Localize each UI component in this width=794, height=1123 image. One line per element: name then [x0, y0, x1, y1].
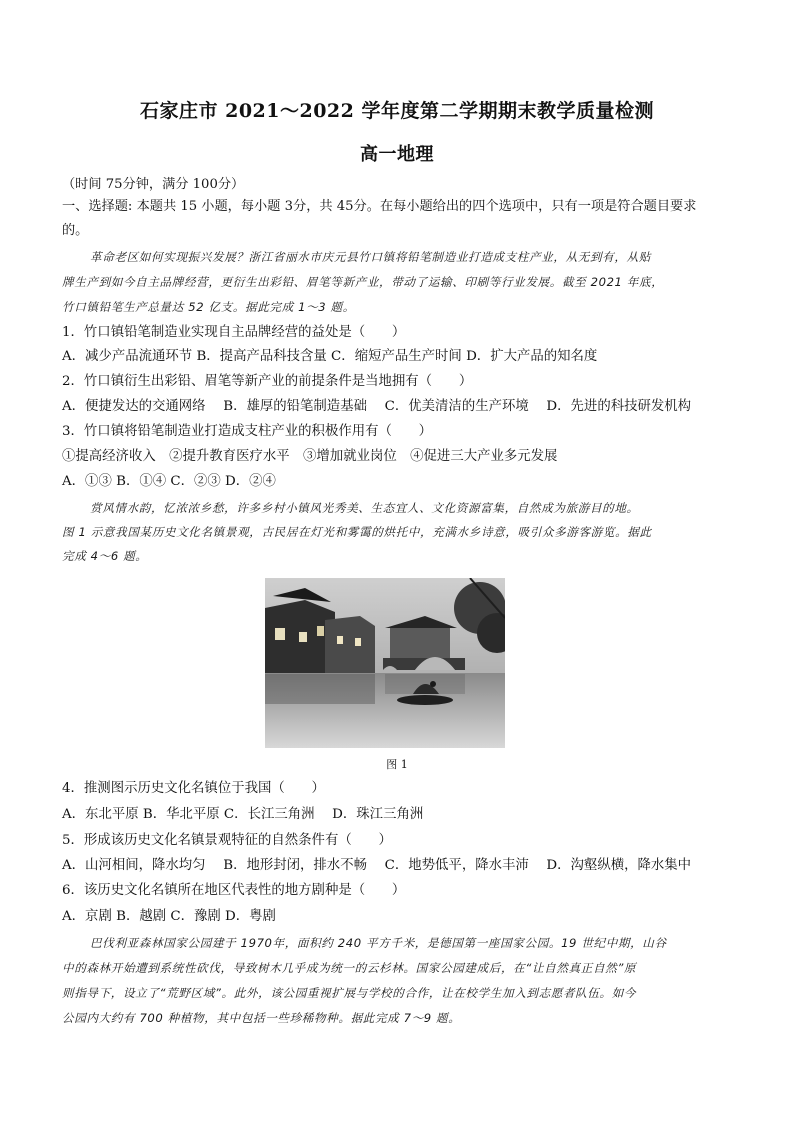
- passage1-line: 牌生产到如今自主品牌经营，更衍生出彩铅、眉笔等新产业，带动了运输、印刷等行业发展。截至 2021 年底，: [62, 275, 664, 289]
- question-1-stem: 1．竹口镇铅笔制造业实现自主品牌经营的益处是（ ）: [62, 325, 406, 340]
- question-3-items: ①提高经济收入 ②提升教育医疗水平 ③增加就业岗位 ④促进三大产业多元发展: [62, 449, 558, 464]
- passage2-line: 赏风情水韵，忆浓浓乡愁，许多乡村小镇风光秀美、生态宜人、文化资源富集，自然成为旅游目的地。: [90, 501, 639, 515]
- question-4-stem: 4．推测图示历史文化名镇位于我国（ ）: [62, 781, 325, 796]
- passage2-line: 完成 4～6 题。: [62, 549, 148, 563]
- question-4-options: A．东北平原 B．华北平原 C．长江三角洲 D．珠江三角洲: [62, 807, 424, 822]
- passage3-line: 巴伐利亚森林国家公园建于 1970年，面积约 240 平方千米，是德国第一座国家公园。19 世纪中期，山谷: [90, 936, 667, 950]
- question-3-stem: 3．竹口镇将铅笔制造业打造成支柱产业的积极作用有（ ）: [62, 424, 433, 439]
- figure-caption: 图 1: [386, 758, 408, 771]
- exam-subject: 高一地理: [360, 144, 434, 165]
- passage3-line: 中的森林开始遭到系统性砍伐，导致树木几乎成为统一的云杉林。国家公园建成后，在“让自然真正自然”原: [62, 961, 637, 975]
- passage1-line: 革命老区如何实现振兴发展？浙江省丽水市庆元县竹口镇将铅笔制造业打造成支柱产业，从无到有，从贴: [90, 250, 651, 264]
- passage3-line: 公园内大约有 700 种植物，其中包括一些珍稀物种。据此完成 7～9 题。: [62, 1011, 461, 1025]
- exam-title: 石家庄市 2021～2022 学年度第二学期期末教学质量检测: [140, 100, 654, 122]
- passage1-line: 竹口镇铅笔生产总量达 52 亿支。据此完成 1～3 题。: [62, 300, 355, 314]
- passage2-line: 图 1 示意我国某历史文化名镇景观，古民居在灯光和雾霭的烘托中，充满水乡诗意，吸引众多游客游览。据此: [62, 525, 652, 539]
- time-note: （时间 75分钟，满分 100分）: [62, 177, 245, 192]
- question-2-options: A．便捷发达的交通网络 B．雄厚的铅笔制造基础 C．优美清洁的生产环境 D．先进的科技研发机构: [62, 399, 692, 414]
- water-town-photo: [265, 578, 505, 748]
- question-1-options: A．减少产品流通环节 B．提高产品科技含量 C．缩短产品生产时间 D．扩大产品的知名度: [62, 349, 598, 364]
- question-3-options: A．①③ B．①④ C．②③ D．②④: [62, 474, 276, 489]
- question-2-stem: 2．竹口镇衍生出彩铅、眉笔等新产业的前提条件是当地拥有（ ）: [62, 374, 473, 389]
- section-intro-end: 的。: [62, 223, 89, 238]
- question-6-stem: 6．该历史文化名镇所在地区代表性的地方剧种是（ ）: [62, 883, 406, 898]
- question-5-stem: 5．形成该历史文化名镇景观特征的自然条件有（ ）: [62, 833, 392, 848]
- section-intro: 一、选择题: 本题共 15 小题，每小题 3分，共 45分。在每小题给出的四个选项中，只有一项是符合题目要求: [62, 199, 697, 214]
- question-6-options: A．京剧 B．越剧 C．豫剧 D．粤剧: [62, 909, 276, 924]
- question-5-options: A．山河相间，降水均匀 B．地形封闭，排水不畅 C．地势低平，降水丰沛 D．沟壑纵横，降水集中: [62, 858, 692, 873]
- passage3-line: 则指导下，设立了“荒野区域”。此外，该公园重视扩展与学校的合作，让在校学生加入到志愿者队伍。如今: [62, 986, 637, 1000]
